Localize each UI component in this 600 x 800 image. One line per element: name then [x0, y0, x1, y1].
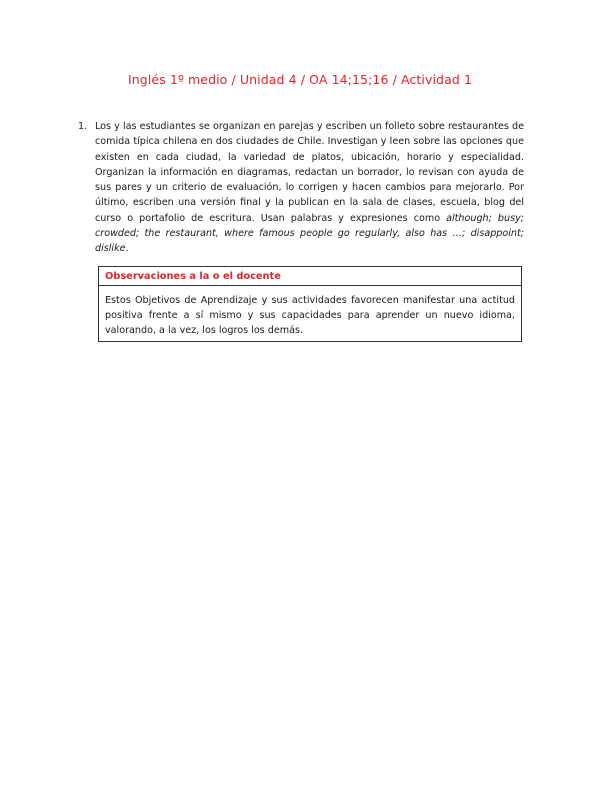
activity-text-end: .	[125, 243, 129, 255]
observations-text: Estos Objetivos de Aprendizaje y sus actividades favorecen manifestar una actitud positiva frente a sí mismo y sus capacidades para aprender un nuevo idioma, valorando, a la vez, los logros los demás.	[105, 295, 515, 336]
activity-number: 1.	[78, 121, 88, 132]
activity-item	[78, 119, 524, 257]
activity-text: Los y las estudiantes se organizan en parejas y escriben un folleto sobre restaurantes de comida típica chilena en dos ciudades de Chile. Investigan y leen sobre las opciones que existen en cada ciudad, la variedad de platos, ubicación, horario y especialidad. Organizan la información en diagramas, redactan un borrador, lo revisan con ayuda de sus pares y un criterio de evaluación, lo corrigen y hacen cambios para mejorarlo. Por último, escriben una versión final y la publican en la sala de clases, escuela, blog del curso o portafolio de escritura. Usan palabras y expresiones como	[95, 121, 524, 224]
activity-expressions: although; busy; crowded; the restaurant, where famous people go regularly, also has …; disappoint; dislike	[95, 212, 524, 255]
observations-title: Observaciones a la o el docente	[105, 271, 281, 282]
activity-description	[95, 119, 524, 257]
observations-divider	[99, 285, 521, 286]
observations-box	[98, 266, 522, 342]
page-title: Inglés 1º medio / Unidad 4 / OA 14;15;16 / Actividad 1	[128, 72, 472, 87]
